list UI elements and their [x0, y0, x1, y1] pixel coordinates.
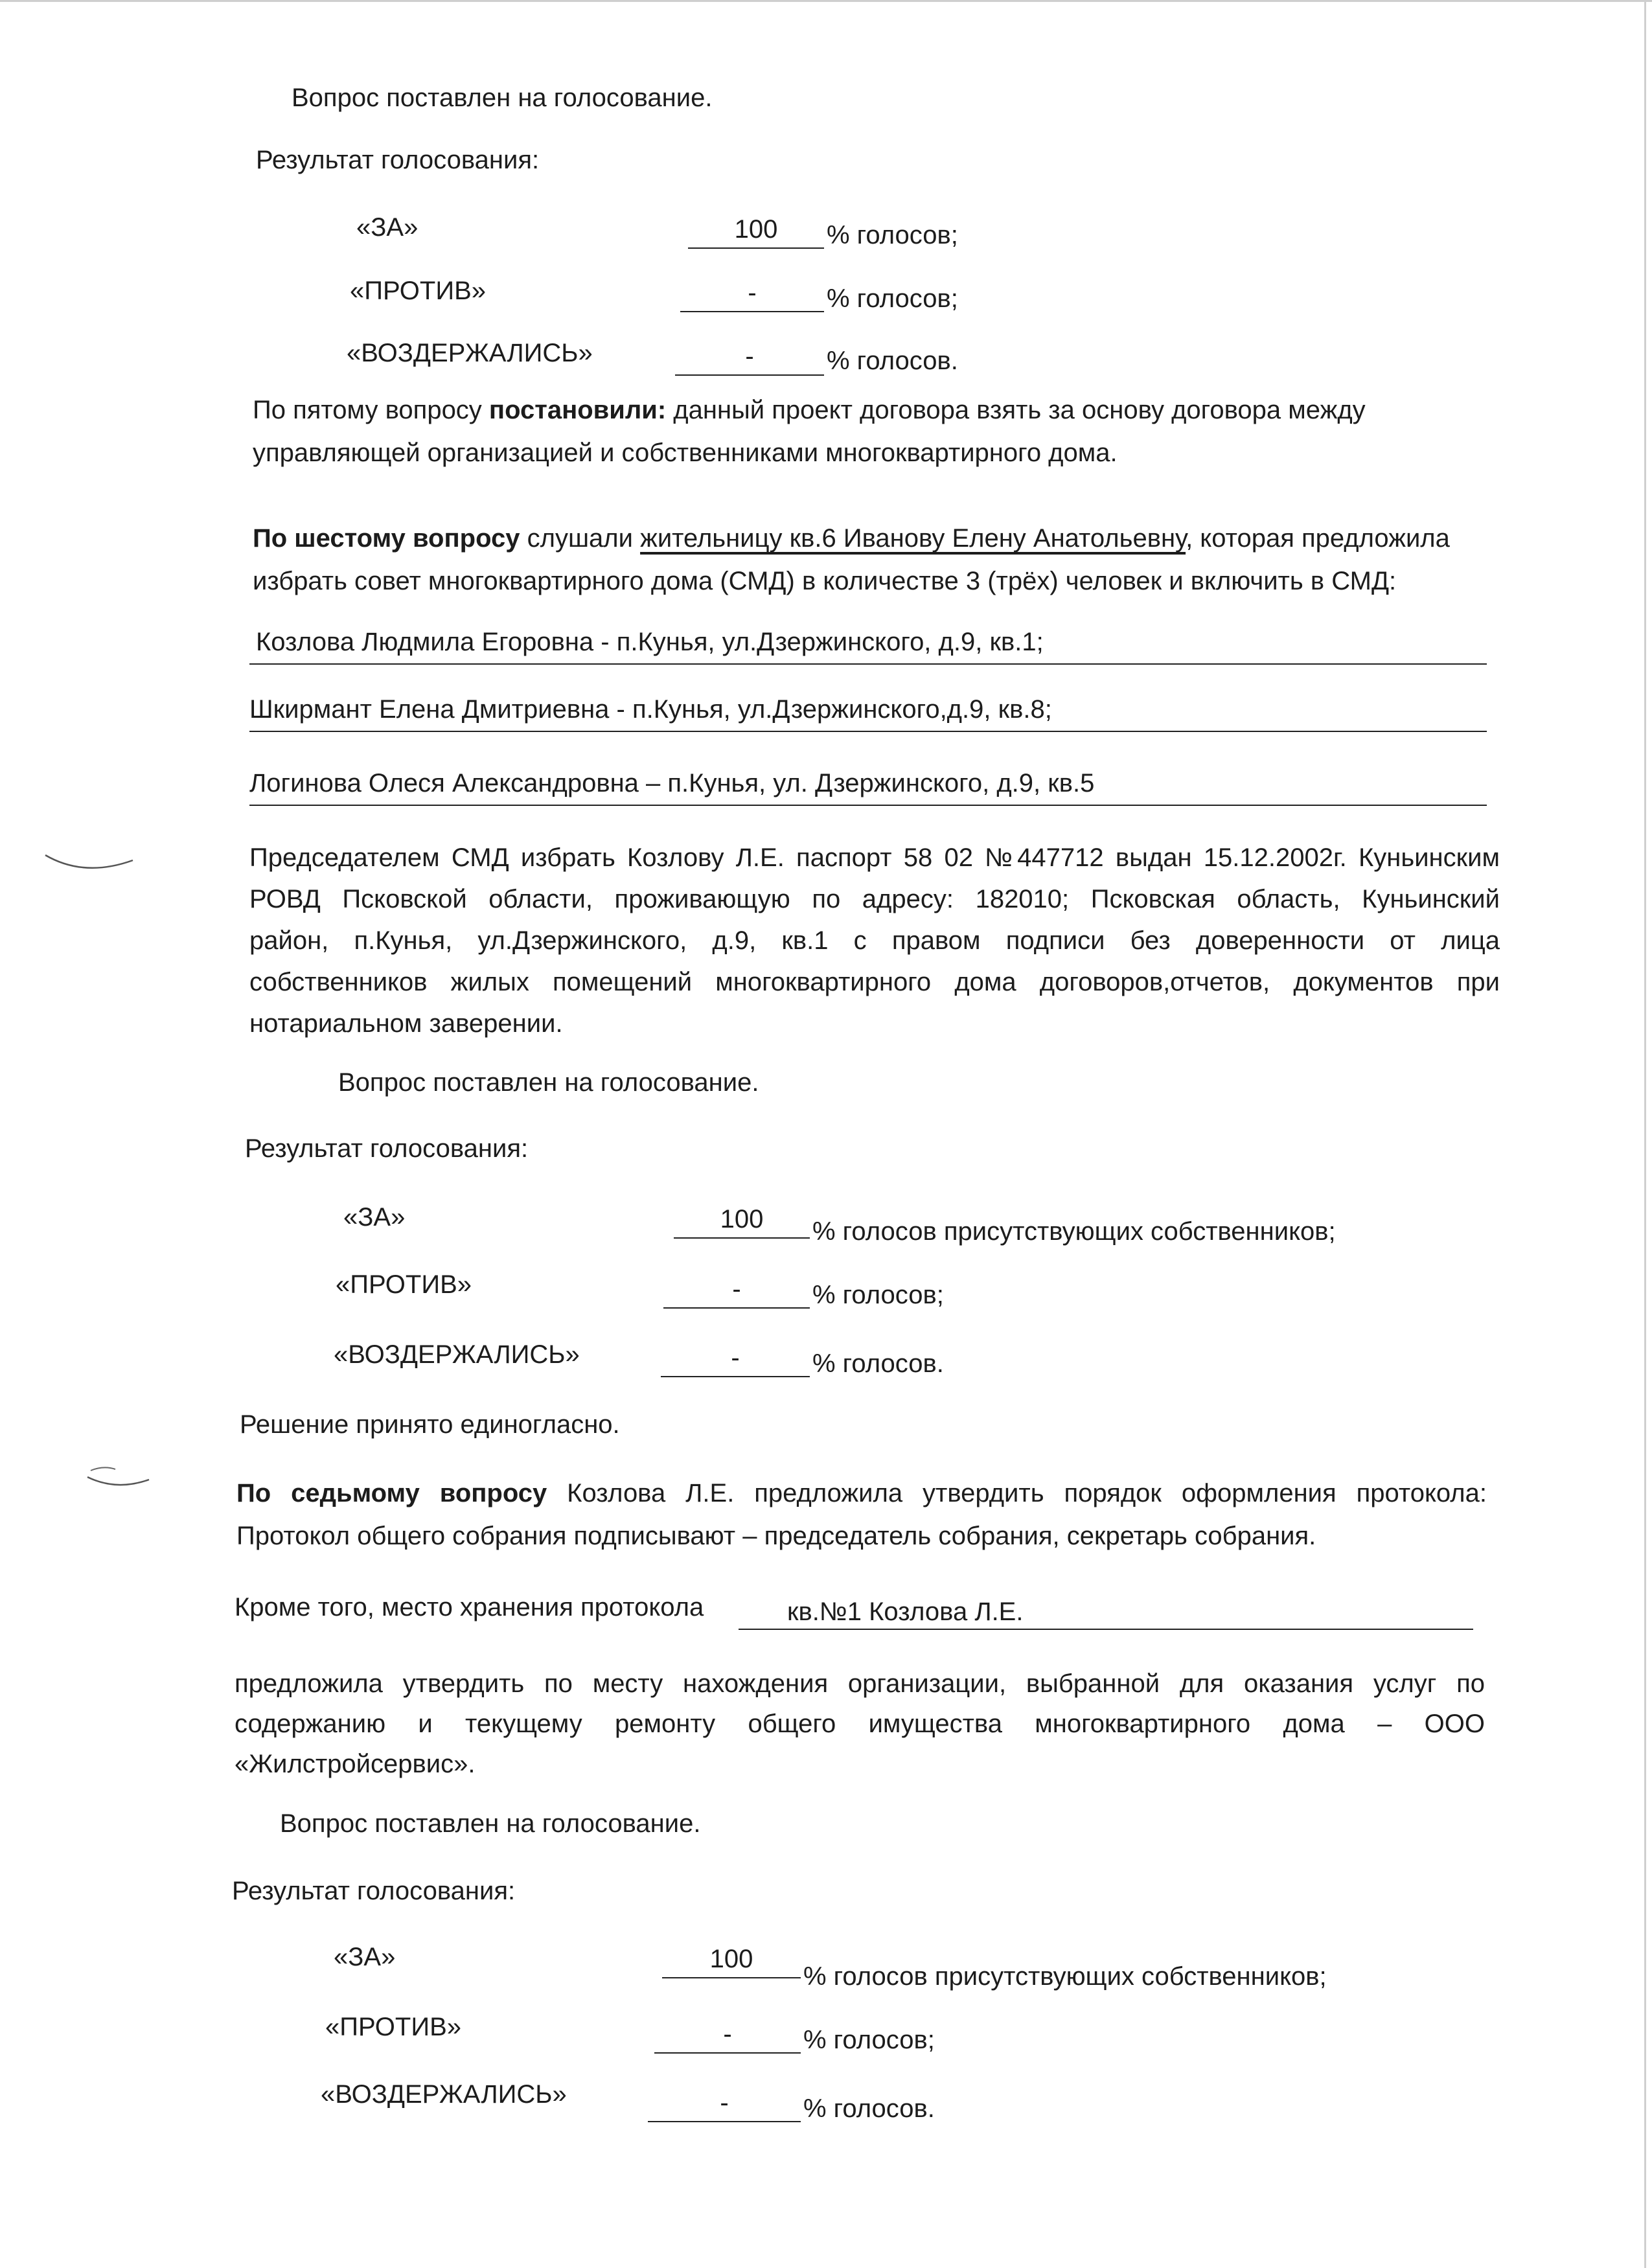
q5-vote-for-suffix: % голосов;	[827, 221, 958, 249]
council-member-1-line	[249, 663, 1487, 665]
chairman-line-5: нотариальном заверении.	[249, 1009, 563, 1038]
q7-vote-abstain-label: «ВОЗДЕРЖАЛИСЬ»	[321, 2080, 567, 2109]
q7-line2: Протокол общего собрания подписывают – председатель собрания, секретарь собрания.	[236, 1522, 1316, 1550]
q6-paragraph	[253, 517, 1503, 602]
q7-vote-against-label: «ПРОТИВ»	[325, 2013, 462, 2041]
chairman-line-1: Председателем СМД избрать Козлову Л.Е. паспорт 58 02 №447712 выдан 15.12.2002г. Куньинским	[249, 843, 1500, 872]
margin-scan-mark	[39, 842, 143, 881]
q6-vote-for-value: 100	[674, 1201, 810, 1239]
storage-paragraph	[235, 1664, 1485, 1784]
q5-vote-abstain-value: -	[675, 338, 824, 376]
q7-vote-for-suffix: % голосов присутствующих собственников;	[803, 1962, 1327, 1991]
q5-vote-against-value: -	[680, 275, 824, 312]
q5-decision-line2: управляющей организацией и собственниками многоквартирного дома.	[253, 439, 1118, 467]
q5-decision-bold: постановили:	[488, 396, 667, 424]
q7-vote-intro: Вопрос поставлен на голосование.	[280, 1809, 701, 1838]
unanimous-decision: Решение принято единогласно.	[240, 1410, 620, 1439]
q6-speaker: жительницу кв.6 Иванову Елену Анатольевну	[640, 524, 1186, 553]
q6-line1-rest: , которая предложила	[1186, 524, 1450, 553]
storage-value: кв.№1 Козлова Л.Е.	[739, 1594, 1473, 1630]
q6-vote-abstain-suffix: % голосов.	[812, 1349, 944, 1378]
q5-vote-for-label: «ЗА»	[356, 213, 419, 242]
council-member-1: Козлова Людмила Егоровна - п.Кунья, ул.Дзержинского, д.9, кв.1;	[256, 628, 1044, 656]
q6-line2: избрать совет многоквартирного дома (СМД) в количестве 3 (трёх) человек и включить в СМД:	[253, 567, 1397, 595]
q7-vote-abstain-value: -	[648, 2085, 801, 2122]
q7-vote-abstain-suffix: % голосов.	[803, 2094, 935, 2123]
q7-vote-against-suffix: % голосов;	[803, 2026, 935, 2054]
chairman-line-3: район, п.Кунья, ул.Дзержинского, д.9, кв.1 с правом подписи без доверенности от лица	[249, 926, 1500, 955]
scan-right-edge	[1644, 0, 1646, 2268]
q6-vote-abstain-label: «ВОЗДЕРЖАЛИСЬ»	[334, 1340, 580, 1369]
storage-label: Кроме того, место хранения протокола	[235, 1593, 704, 1621]
q7-line1-rest: Козлова Л.Е. предложила утвердить порядок оформления протокола:	[547, 1479, 1487, 1507]
q5-vote-against-suffix: % голосов;	[827, 284, 958, 313]
q7-vote-against-value: -	[654, 2016, 801, 2054]
q7-result-label: Результат голосования:	[232, 1877, 516, 1905]
chairman-paragraph	[249, 837, 1500, 1044]
q7-vote-for-label: «ЗА»	[334, 1943, 396, 1971]
council-member-3-line	[249, 805, 1487, 806]
storage-line-3: «Жилстройсервис».	[235, 1750, 476, 1778]
q5-vote-intro: Вопрос поставлен на голосование.	[292, 84, 713, 112]
q6-bold: По шестому вопросу	[253, 524, 520, 553]
q7-paragraph	[236, 1472, 1487, 1557]
council-member-2: Шкирмант Елена Дмитриевна - п.Кунья, ул.Дзержинского,д.9, кв.8;	[249, 695, 1052, 724]
q6-vote-intro: Вопрос поставлен на голосование.	[338, 1068, 759, 1097]
q5-decision-lead: По пятому вопросу	[253, 396, 489, 424]
q6-lead: слушали	[520, 524, 641, 553]
q5-vote-against-label: «ПРОТИВ»	[350, 277, 487, 305]
chairman-line-4: собственников жилых помещений многоквартирного дома договоров,отчетов, документов при	[249, 968, 1500, 996]
q6-vote-abstain-value: -	[661, 1340, 810, 1377]
q6-vote-for-suffix: % голосов присутствующих собственников;	[812, 1217, 1336, 1246]
q5-decision	[253, 389, 1503, 474]
council-member-2-line	[249, 731, 1487, 732]
scan-top-edge	[0, 0, 1652, 2]
council-member-3: Логинова Олеся Александровна – п.Кунья, ул. Дзержинского, д.9, кв.5	[249, 769, 1095, 797]
q6-vote-for-label: «ЗА»	[343, 1203, 406, 1231]
q5-vote-abstain-label: «ВОЗДЕРЖАЛИСЬ»	[347, 339, 593, 367]
q6-result-label: Результат голосования:	[245, 1134, 529, 1163]
storage-line-1: предложила утвердить по месту нахождения организации, выбранной для оказания услуг по	[235, 1669, 1485, 1698]
q6-vote-against-label: «ПРОТИВ»	[336, 1270, 472, 1299]
q6-vote-against-suffix: % голосов;	[812, 1281, 944, 1309]
q7-bold: По седьмому вопросу	[236, 1479, 547, 1507]
margin-scan-mark	[78, 1458, 162, 1496]
chairman-line-2: РОВД Псковской области, проживающую по адресу: 182010; Псковская область, Куньинский	[249, 885, 1500, 913]
q5-result-label: Результат голосования:	[256, 146, 540, 174]
storage-line-2: содержанию и текущему ремонту общего имущества многоквартирного дома – ООО	[235, 1710, 1485, 1738]
q5-decision-line1: данный проект договора взять за основу договора между	[666, 396, 1366, 424]
q5-vote-abstain-suffix: % голосов.	[827, 347, 958, 375]
q6-vote-against-value: -	[663, 1271, 810, 1309]
q7-vote-for-value: 100	[662, 1941, 801, 1978]
q5-vote-for-value: 100	[688, 211, 824, 249]
